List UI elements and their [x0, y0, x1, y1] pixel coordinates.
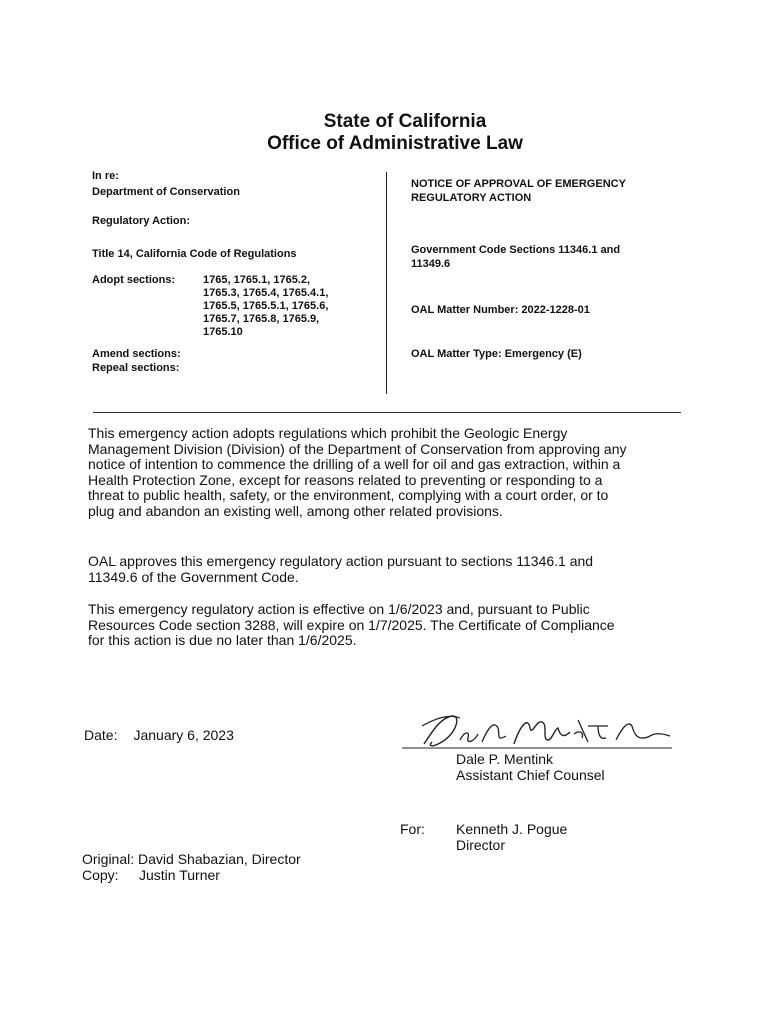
- date-label: Date:: [84, 727, 118, 743]
- amend-sections-label: Amend sections:: [92, 348, 181, 360]
- oal-matter-type: OAL Matter Type: Emergency (E): [411, 348, 582, 360]
- government-code-line1: Government Code Sections 11346.1 and: [411, 244, 621, 256]
- handwritten-signature: [402, 706, 674, 756]
- paragraph-line: Management Division (Division) of the Department of Conservation from approving any: [88, 440, 627, 457]
- paragraph-line: notice of intention to commence the drilling of a well for oil and gas extraction, within a: [88, 456, 621, 472]
- signer-name: Dale P. Mentink: [456, 751, 554, 767]
- copy-value: Justin Turner: [139, 867, 220, 883]
- paragraph-line: This emergency regulatory action is effective on 1/6/2023 and, pursuant to Public: [88, 601, 590, 617]
- for-name: Kenneth J. Pogue: [456, 821, 568, 837]
- adopt-sections-line: 1765.5, 1765.5.1, 1765.6,: [203, 300, 329, 312]
- original-value: David Shabazian, Director: [138, 851, 301, 867]
- department-name: Department of Conservation: [92, 186, 240, 198]
- paragraph-line: plug and abandon an existing well, among other related provisions.: [88, 502, 503, 519]
- oal-matter-number: OAL Matter Number: 2022-1228-01: [411, 304, 590, 316]
- caption-divider: [386, 172, 387, 394]
- paragraph-line: Resources Code section 3288, will expire on 1/7/2025. The Certificate of Compliance: [88, 616, 615, 633]
- paragraph-line: 11349.6 of the Government Code.: [88, 568, 299, 585]
- adopt-sections-line: 1765.10: [203, 326, 243, 338]
- adopt-sections-label: Adopt sections:: [92, 274, 176, 286]
- section-separator: [93, 412, 681, 413]
- paragraph-line: threat to public health, safety, or the environment, complying with a court order, or to: [88, 487, 609, 503]
- paragraph-line: OAL approves this emergency regulatory action pursuant to sections 11346.1 and: [88, 553, 594, 569]
- document-title-office: Office of Administrative Law: [267, 133, 523, 154]
- paragraph-line: Health Protection Zone, except for reasons related to preventing or responding to a: [88, 471, 603, 488]
- date-value: January 6, 2023: [133, 727, 234, 743]
- government-code-sections: [411, 243, 620, 271]
- approval-date: [84, 727, 234, 743]
- signer-title: Assistant Chief Counsel: [456, 767, 605, 783]
- regulatory-action-label: Regulatory Action:: [92, 215, 190, 227]
- distribution-footer: [82, 851, 301, 883]
- for-block: [456, 821, 567, 853]
- paragraph-line: This emergency action adopts regulations which prohibit the Geologic Energy: [88, 425, 568, 441]
- copy-label: Copy:: [82, 867, 119, 883]
- title-ccr-line: Title 14, California Code of Regulations: [92, 248, 297, 260]
- repeal-sections-label: Repeal sections:: [92, 362, 180, 374]
- adopt-sections-line: 1765.7, 1765.8, 1765.9,: [203, 313, 320, 325]
- signer-block: [456, 751, 605, 783]
- for-label: For:: [400, 821, 425, 837]
- notice-heading-line1: NOTICE OF APPROVAL OF EMERGENCY: [411, 178, 626, 190]
- notice-heading-line2: REGULATORY ACTION: [411, 192, 532, 204]
- paragraph-action-summary: [88, 426, 678, 519]
- paragraph-line: for this action is due no later than 1/6/2025.: [88, 632, 357, 648]
- government-code-line2: 11349.6: [411, 258, 451, 270]
- adopt-sections-line: 1765, 1765.1, 1765.2,: [203, 274, 311, 286]
- for-title: Director: [456, 837, 506, 853]
- notice-heading: [411, 177, 626, 205]
- adopt-sections-line: 1765.3, 1765.4, 1765.4.1,: [203, 287, 329, 299]
- adopt-sections-list: [203, 274, 378, 339]
- copy-line: [82, 867, 301, 883]
- paragraph-effective-dates: [88, 602, 678, 649]
- original-line: [82, 851, 301, 867]
- document-title-state: State of California: [323, 111, 487, 132]
- original-label: Original:: [82, 851, 135, 867]
- in-re-label: In re:: [92, 170, 119, 182]
- paragraph-approval: [88, 554, 678, 585]
